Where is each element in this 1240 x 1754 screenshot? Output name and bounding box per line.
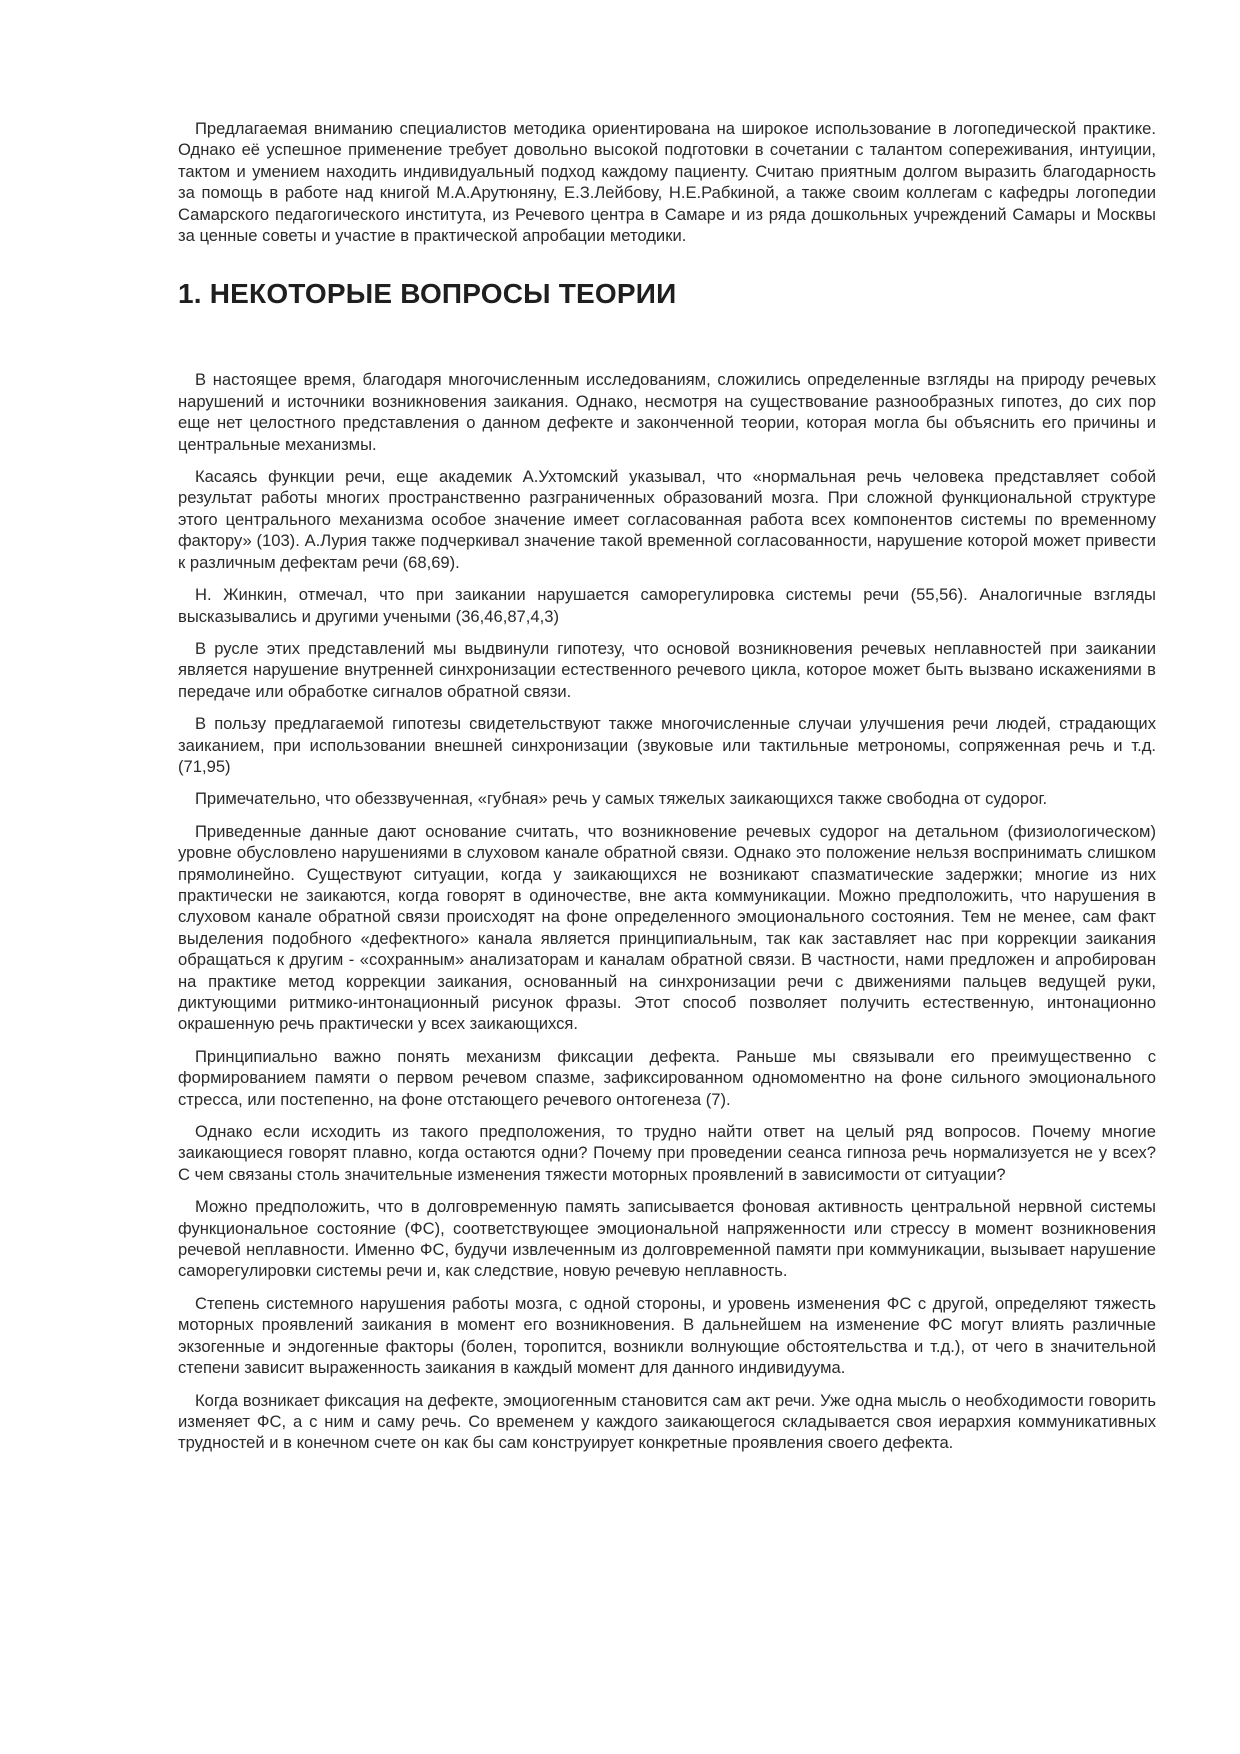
section-body bbox=[178, 369, 1156, 1453]
intro-paragraph: Предлагаемая вниманию специалистов методика ориентирована на широкое использование в логопедической практике. Однако её успешное применение требует довольно высокой подготовки в сочетании с талантом сопереживания, интуиции, тактом и умением находить индивидуальный подход каждому пациенту. Считаю приятным долгом выразить благодарность за помощь в работе над книгой М.А.Арутюняну, Е.З.Лейбову, Н.Е.Рабкиной, а также своим коллегам с кафедры логопедии Самарского педагогического института, из Речевого центра в Самаре и из ряда дошкольных учреждений Самары и Москвы за ценные советы и участие в практической апробации методики. bbox=[178, 119, 1156, 246]
body-paragraph: Касаясь функции речи, еще академик А.Ухтомский указывал, что «нормальная речь человека представляет собой результат работы многих пространственно разграниченных образований мозга. При сложной функциональной структуре этого центрального механизма особое значение имеет согласованная работа всех компонентов системы по временному фактору» (103). А.Лурия также подчеркивал значение такой временной согласованности, нарушение которой может привести к различным дефектам речи (68,69). bbox=[178, 467, 1156, 572]
section-title: 1. НЕКОТОРЫЕ ВОПРОСЫ ТЕОРИИ bbox=[178, 278, 677, 310]
document-page bbox=[178, 118, 1156, 1465]
body-paragraph: В русле этих представлений мы выдвинули гипотезу, что основой возникновения речевых неплавностей при заикании является нарушение внутренней синхронизации естественного речевого цикла, которое может быть вызвано искажениями в передаче или обработке сигналов обратной связи. bbox=[178, 638, 1156, 701]
body-paragraph: Степень системного нарушения работы мозга, с одной стороны, и уровень изменения ФС с другой, определяют тяжесть моторных проявлений заикания в момент его возникновения. В дальнейшем на изменение ФС могут влиять различные экзогенные и эндогенные факторы (болен, торопится, возникли волнующие обстоятельства и т.д.), от чего в значительной степени зависит выраженность заикания в каждый момент для данного индивидуума. bbox=[178, 1293, 1156, 1378]
body-paragraph: Когда возникает фиксация на дефекте, эмоциогенным становится сам акт речи. Уже одна мысль о необходимости говорить изменяет ФС, а с ним и саму речь. Со временем у каждого заикающегося складывается своя иерархия коммуникативных трудностей и в конечном счете он как бы сам конструирует конкретные проявления своего дефекта. bbox=[178, 1390, 1156, 1453]
body-paragraph: В пользу предлагаемой гипотезы свидетельствуют также многочисленные случаи улучшения речи людей, страдающих заиканием, при использовании внешней синхронизации (звуковые или тактильные метрономы, сопряженная речь и т.д. (71,95) bbox=[178, 714, 1156, 776]
body-paragraph: Принципиально важно понять механизм фиксации дефекта. Раньше мы связывали его преимущественно с формированием памяти о первом речевом спазме, зафиксированном одномоментно на фоне сильного эмоционального стресса, или постепенно, на фоне отстающего речевого онтогенеза (7). bbox=[178, 1046, 1156, 1109]
body-paragraph: Примечательно, что обеззвученная, «губная» речь у самых тяжелых заикающихся также свободна от судорог. bbox=[195, 789, 1048, 809]
body-paragraph: Н. Жинкин, отмечал, что при заикании нарушается саморегулировка системы речи (55,56). Аналогичные взгляды высказывались и другими учеными (36,46,87,4,3) bbox=[178, 585, 1156, 626]
body-paragraph: Однако если исходить из такого предположения, то трудно найти ответ на целый ряд вопросов. Почему многие заикающиеся говорят плавно, когда остаются одни? Почему при проведении сеанса гипноза речь нормализуется не у всех? С чем связаны столь значительные изменения тяжести моторных проявлений в зависимости от ситуации? bbox=[178, 1122, 1156, 1184]
body-paragraph: В настоящее время, благодаря многочисленным исследованиям, сложились определенные взгляды на природу речевых нарушений и источники возникновения заикания. Однако, несмотря на существование разнообразных гипотез, до сих пор еще нет целостного представления о данном дефекте и законченной теории, которая могла бы объяснить его причины и центральные механизмы. bbox=[178, 370, 1156, 454]
body-paragraph: Приведенные данные дают основание считать, что возникновение речевых судорог на детальном (физиологическом) уровне обусловлено нарушениями в слуховом канале обратной связи. Однако это положение нельзя воспринимать слишком прямолинейно. Существуют ситуации, когда у заикающихся не возникают спазматические задержки; многие из них практически не заикаются, когда говорят в одиночестве, вне акта коммуникации. Можно предположить, что нарушения в слуховом канале обратной связи происходят на фоне определенного эмоционального состояния. Тем не менее, сам факт выделения подобного «дефектного» канала является принципиальным, так как заставляет нас при коррекции заикания обращаться к другим - «сохранным» анализаторам и каналам обратной связи. В частности, нами предложен и апробирован на практике метод коррекции заикания, основанный на синхронизации речи с движениями пальцев ведущей руки, диктующими ритмико-интонационный рисунок фразы. Этот способ позволяет получить естественную, интонационно окрашенную речь практически у всех заикающихся. bbox=[178, 821, 1156, 1034]
body-paragraph: Можно предположить, что в долговременную память записывается фоновая активность центральной нервной системы функциональное состояние (ФС), соответствующее эмоциональной напряженности или стрессу в момент возникновения речевой неплавности. Именно ФС, будучи извлеченным из долговременной памяти при коммуникации, вызывает нарушение саморегулировки системы речи и, как следствие, новую речевую неплавность. bbox=[178, 1197, 1156, 1281]
